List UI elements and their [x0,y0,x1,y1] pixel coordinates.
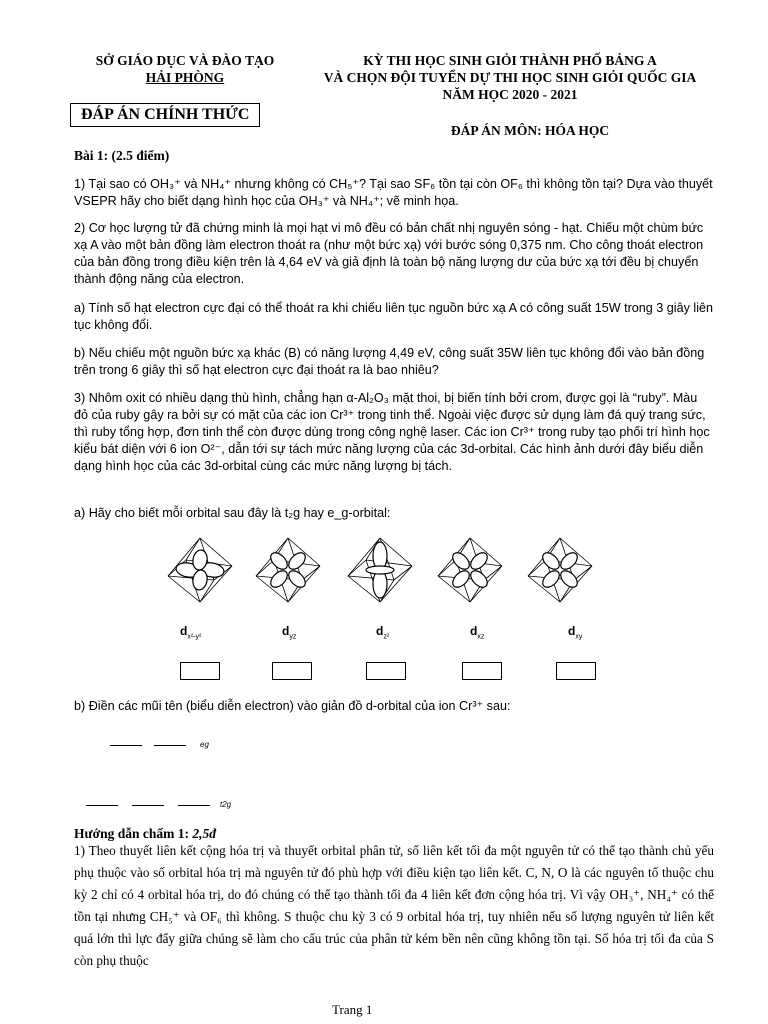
question-part-3a: a) Hãy cho biết mỗi orbital sau đây là t₂g hay e_g-orbital: [74,506,391,520]
page-number: Trang 1 [332,1002,373,1017]
t2g-level-1[interactable] [86,805,118,806]
answer-box-5[interactable] [556,662,596,680]
orbital-figure [348,538,412,602]
orbital-label-4: $d_{xz}$ [470,624,485,641]
question-part-3b: b) Điền các mũi tên (biểu diễn electron) vào giản đồ d-orbital của ion Cr³⁺ sau: [74,699,511,713]
orbital-figure [438,538,502,602]
guide-paragraph-1: 1) Theo thuyết liên kết cộng hóa trị và thuyết orbital phân tử, số liên kết tối đa một nguyên tử có thể tạo thành chủ yếu phụ thuộc vào số orbital hóa trị mà nguyên tử đó phù hợp với điều kiện tạo liên kết. C, N, O là các nguyên tố thuộc chu kỳ 2 chỉ có 4 orbital hóa trị, do đó chúng có thể tạo thành tối đa 4 liên kết đơn cộng hóa trị. Vì vậy OH₃⁺, NH₄⁺ có thể tồn tại nhưng CH₅⁺ và OF₆ thì không. S thuộc chu kỳ 3 có 9 orbital hóa trị, tuy nhiên nếu số lượng nguyên tử liên kết quá lớn thì lực đẩy giữa chúng sẽ làm cho cấu trúc của phân tử kém bền nên cũng không tồn tại. Số hóa trị tối đa của S còn phụ thuộc [74,843,714,968]
orbital-figure [528,538,592,602]
orbital-figure [168,538,232,602]
eg-level-2[interactable] [154,745,186,746]
orbital-figure [256,538,320,602]
question-part-2b: b) Nếu chiếu một nguồn bức xạ khác (B) có năng lượng 4,49 eV, công suất 35W liên tục không đổi vào bản đồng trên trong 6 giây thì số hạt electron cực đại thoát ra là bao nhiêu? [74,346,705,377]
question-part-1: 1) Tại sao có OH₃⁺ và NH₄⁺ nhưng không có CH₅⁺? Tại sao SF₆ tồn tại còn OF₆ thì không tồn tại? Dựa vào thuyết VSEPR hãy cho biết dạng hình học của OH₃⁺ và NH₄⁺; vẽ minh họa. [74,177,713,208]
eg-level-1[interactable] [110,745,142,746]
orbital-label-3: $d_{z^2}$ [376,624,390,641]
answer-box-4[interactable] [462,662,502,680]
guide-heading: Hướng dẫn chấm 1: 2,5đ [74,826,216,841]
orbital-label-5: $d_{xy}$ [568,624,583,641]
answer-box-3[interactable] [366,662,406,680]
department-name: SỞ GIÁO DỤC VÀ ĐÀO TẠO HẢI PHÒNG [95,53,275,85]
question-title: Bài 1: (2.5 điểm) [74,148,170,163]
subject-label: ĐÁP ÁN MÔN: HÓA HỌC [450,123,610,138]
question-part-2a: a) Tính số hạt electron cực đại có thể thoát ra khi chiếu liên tục nguồn bức xạ A có công suất 15W trong 3 giây liên tục không đổi. [74,301,713,332]
official-answer-box: ĐÁP ÁN CHÍNH THỨC [70,103,260,127]
t2g-level-3[interactable] [178,805,210,806]
t2g-level-2[interactable] [132,805,164,806]
eg-label: eg [200,740,209,749]
question-part-2: 2) Cơ học lượng tử đã chứng minh là mọi hạt vi mô đều có bản chất nhị nguyên sóng - hạt. Chiếu một chùm bức xạ A vào một bản đồng làm electron thoát ra (như một bức xạ) với bước sóng 0,375 nm. Cho công thoát electron của bản đồng trong điều kiện trên là 4,64 eV và giả định là toàn bộ năng lượng dư của bức xạ tới đều bị chuyển thành động năng của electron. [74,221,704,286]
exam-title: KỲ THI HỌC SINH GIỎI THÀNH PHỐ BẢNG A VÀ CHỌN ĐỘI TUYỂN DỰ THI HỌC SINH GIỎI QUỐC GIA NĂM HỌC 2020 - 2021 [323,53,697,102]
answer-box-2[interactable] [272,662,312,680]
orbital-label-2: $d_{yz}$ [282,624,297,641]
t2g-label: t2g [220,800,232,809]
orbital-label-1: $d_{x^2-y^2}$ [180,624,202,641]
orbital-figures [160,532,600,612]
answer-box-1[interactable] [180,662,220,680]
question-part-3: 3) Nhôm oxit có nhiều dạng thù hình, chẳng hạn α-Al₂O₃ mặt thoi, bị biến tính bởi crom, được gọi là “ruby”. Màu đỏ của ruby gây ra bởi sự có mặt của các ion Cr³⁺ trong tinh thể. Ngoài việc được sử dụng làm đá quý trang sức, thì ruby tổng hợp, đơn tinh thể còn được dùng trong công nghệ laser. Các ion Cr³⁺ trong ruby tạo phối trí hình học kiểu bát diện với 6 ion O²⁻, dẫn tới sự tách mức năng lượng của các 3d-orbital. Các hình ảnh dưới đây biểu diễn dạng hình học của các 3d-orbital cùng các mức năng lượng bị tách. [74,391,710,473]
